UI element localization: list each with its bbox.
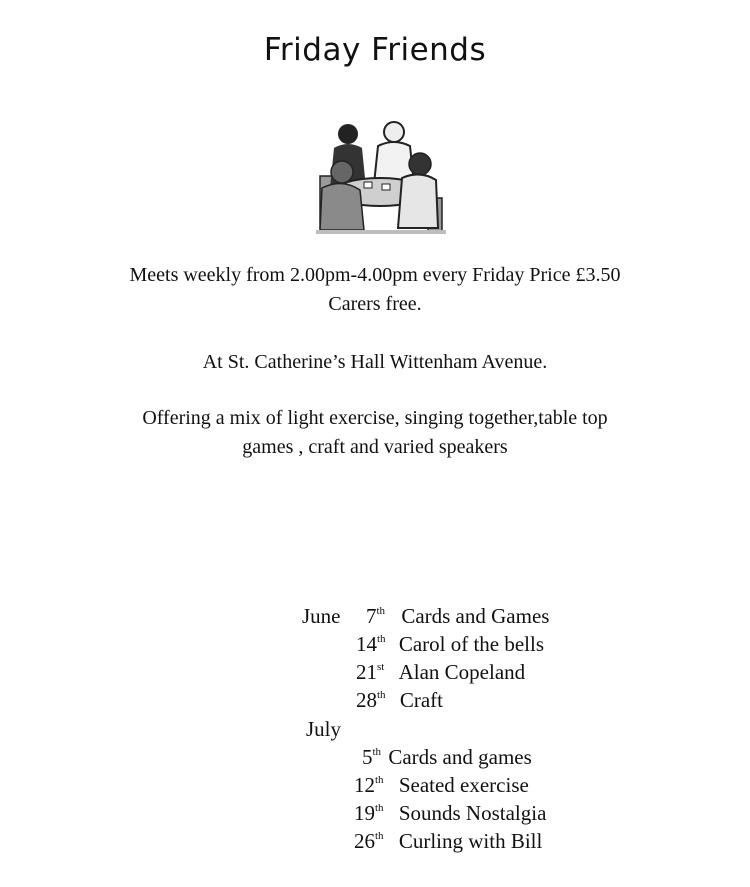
event-name: Seated exercise: [398, 773, 529, 797]
event-name: Craft: [399, 688, 443, 712]
carers-line: Carers free.: [328, 293, 422, 315]
page-title: Friday Friends: [263, 32, 487, 68]
event-day: 26th: [354, 829, 384, 853]
event-name: Cards and games: [388, 745, 532, 769]
event-day: 14th: [356, 632, 386, 656]
offering-line-2: games , craft and varied speakers: [242, 436, 508, 458]
list-item: [356, 631, 544, 657]
list-item: [356, 687, 443, 713]
location-line: At St. Catherine’s Hall Wittenham Avenue.: [202, 351, 548, 373]
event-day: 28th: [356, 688, 386, 712]
event-name: Curling with Bill: [398, 829, 543, 853]
event-day: 19th: [354, 801, 384, 825]
event-name: Carol of the bells: [398, 632, 545, 656]
event-name: Alan Copeland: [398, 660, 526, 684]
month-label-july: July: [306, 717, 342, 741]
event-day: 5th: [362, 745, 382, 769]
event-day: 7th: [366, 604, 386, 628]
list-item: [356, 659, 525, 685]
list-item: [354, 772, 529, 798]
list-item: [362, 744, 532, 770]
list-item: [354, 828, 542, 854]
list-item: [354, 800, 546, 826]
event-day: 12th: [354, 773, 384, 797]
month-label-june: June: [302, 604, 341, 628]
offering-line-1: Offering a mix of light exercise, singing together,table top: [142, 407, 608, 429]
meets-line: Meets weekly from 2.00pm-4.00pm every Friday Price £3.50: [129, 264, 621, 286]
event-name: Cards and Games: [401, 604, 550, 628]
event-day: 21st: [356, 660, 385, 684]
event-name: Sounds Nostalgia: [398, 801, 547, 825]
list-item: [366, 603, 549, 629]
